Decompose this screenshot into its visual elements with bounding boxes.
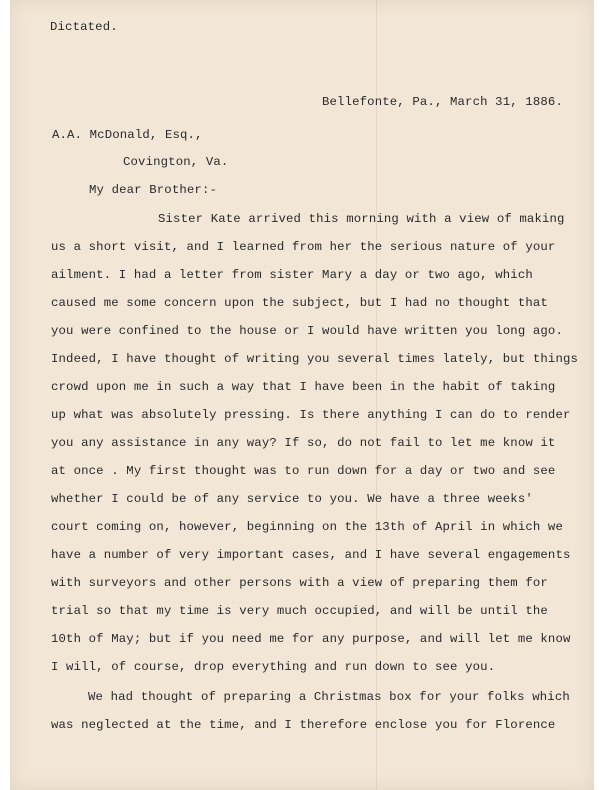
body-line: caused me some concern upon the subject, but I had no thought that <box>51 296 548 310</box>
body-line: Sister Kate arrived this morning with a view of making <box>158 212 565 226</box>
body-line: crowd upon me in such a way that I have been in the habit of taking <box>51 380 556 394</box>
addressee-name: A.A. McDonald, Esq., <box>52 128 203 142</box>
body-line: you were confined to the house or I would have written you long ago. <box>51 324 563 338</box>
body-line: was neglected at the time, and I therefore enclose you for Florence <box>51 718 556 732</box>
body-line: 10th of May; but if you need me for any purpose, and will let me know <box>51 632 571 646</box>
body-line: at once . My first thought was to run down for a day or two and see <box>51 464 556 478</box>
body-line: I will, of course, drop everything and run down to see you. <box>51 660 496 674</box>
body-line: you any assistance in any way? If so, do not fail to let me know it <box>51 436 556 450</box>
dictated-note: Dictated. <box>50 20 118 34</box>
body-line: whether I could be of any service to you. We have a three weeks' <box>51 492 533 506</box>
dateline: Bellefonte, Pa., March 31, 1886. <box>322 95 563 109</box>
body-line: ailment. I had a letter from sister Mary a day or two ago, which <box>51 268 533 282</box>
salutation: My dear Brother:- <box>89 183 217 197</box>
body-line: up what was absolutely pressing. Is there anything I can do to render <box>51 408 571 422</box>
body-line: We had thought of preparing a Christmas box for your folks which <box>88 690 570 704</box>
body-line: have a number of very important cases, and I have several engagements <box>51 548 571 562</box>
body-line: with surveyors and other persons with a view of preparing them for <box>51 576 548 590</box>
body-line: court coming on, however, beginning on the 13th of April in which we <box>51 520 563 534</box>
body-line: trial so that my time is very much occupied, and will be until the <box>51 604 548 618</box>
body-line: us a short visit, and I learned from her the serious nature of your <box>51 240 556 254</box>
addressee-city: Covington, Va. <box>123 155 229 169</box>
body-line: Indeed, I have thought of writing you several times lately, but things <box>51 352 579 366</box>
